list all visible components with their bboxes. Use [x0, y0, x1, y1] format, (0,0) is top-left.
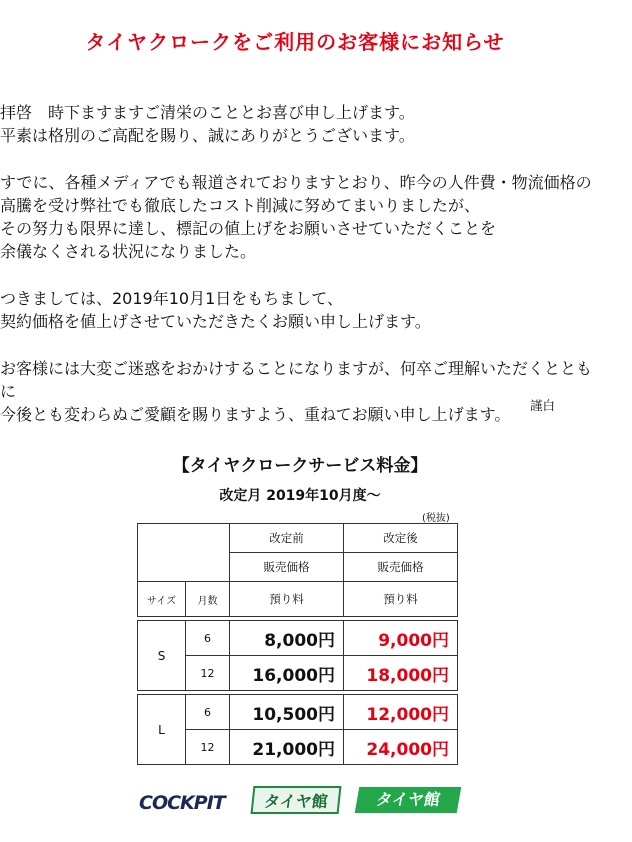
size-cell: L	[138, 695, 186, 765]
months-cell: 12	[186, 656, 230, 691]
price-after-cell: 9,000円	[344, 621, 458, 656]
header-fee-after: 預り料	[344, 582, 458, 617]
months-cell: 12	[186, 730, 230, 765]
price-table	[137, 523, 458, 765]
price-before-cell: 10,500円	[230, 695, 344, 730]
price-table-subtitle: 改定月 2019年10月度～	[219, 488, 381, 504]
header-after: 改定後	[344, 524, 458, 553]
price-before-cell: 8,000円	[230, 621, 344, 656]
table-row	[138, 621, 458, 656]
table-row	[138, 730, 458, 765]
header-sales-price-after: 販売価格	[344, 553, 458, 582]
price-before-cell: 21,000円	[230, 730, 344, 765]
letter-line: その努力も限界に達し、標記の値上げをお願いさせていただくことを	[0, 219, 497, 238]
header-blank-cell	[138, 524, 230, 582]
letter-line: 平素は格別のご高配を賜り、誠にありがとうございます。	[0, 126, 415, 145]
header-fee-before: 預り料	[230, 582, 344, 617]
page-title: タイヤクロークをご利用のお客様にお知らせ	[85, 30, 505, 54]
tirekan-logo: タイヤ館	[251, 786, 342, 814]
months-cell: 6	[186, 695, 230, 730]
letter-line: 拝啓 時下ますますご清栄のこととお喜び申し上げます。	[0, 103, 415, 122]
letter-line: お客様には大変ご迷惑をおかけすることになりますが、何卒ご理解いただくとともに	[0, 359, 593, 401]
months-cell: 6	[186, 621, 230, 656]
header-months: 月数	[186, 582, 230, 617]
letter-line: 高騰を受け弊社でも徹底したコスト削減に努めてまいりましたが、	[0, 196, 481, 215]
table-row	[138, 695, 458, 730]
table-header-row	[138, 582, 458, 617]
table-row	[138, 656, 458, 691]
letter-line: すでに、各種メディアでも報道されておりますとおり、昨今の人件費・物流価格の	[0, 173, 592, 192]
notice-letter	[0, 76, 600, 441]
closing-word: 謹白	[530, 398, 556, 413]
letter-line: 余儀なくされる状況になりました。	[0, 242, 257, 261]
header-size: サイズ	[138, 582, 186, 617]
price-before-cell: 16,000円	[230, 656, 344, 691]
letter-line: 今後とも変わらぬご愛顧を賜りますよう、重ねてお願い申し上げます。	[0, 405, 511, 424]
cockpit-logo: COCKPIT	[139, 792, 225, 814]
tax-note: (税抜)	[422, 513, 450, 524]
header-sales-price-before: 販売価格	[230, 553, 344, 582]
tirekan-logo-alt: タイヤ館	[355, 787, 462, 813]
price-after-cell: 12,000円	[344, 695, 458, 730]
price-after-cell: 24,000円	[344, 730, 458, 765]
letter-line: 契約価格を値上げさせていただきたくお願い申し上げます。	[0, 312, 431, 331]
header-before: 改定前	[230, 524, 344, 553]
table-header-row	[138, 524, 458, 553]
price-after-cell: 18,000円	[344, 656, 458, 691]
letter-line: つきましては、2019年10月1日をもちまして、	[0, 289, 343, 308]
size-cell: S	[138, 621, 186, 691]
price-table-title: 【タイヤクロークサービス料金】	[172, 456, 428, 476]
